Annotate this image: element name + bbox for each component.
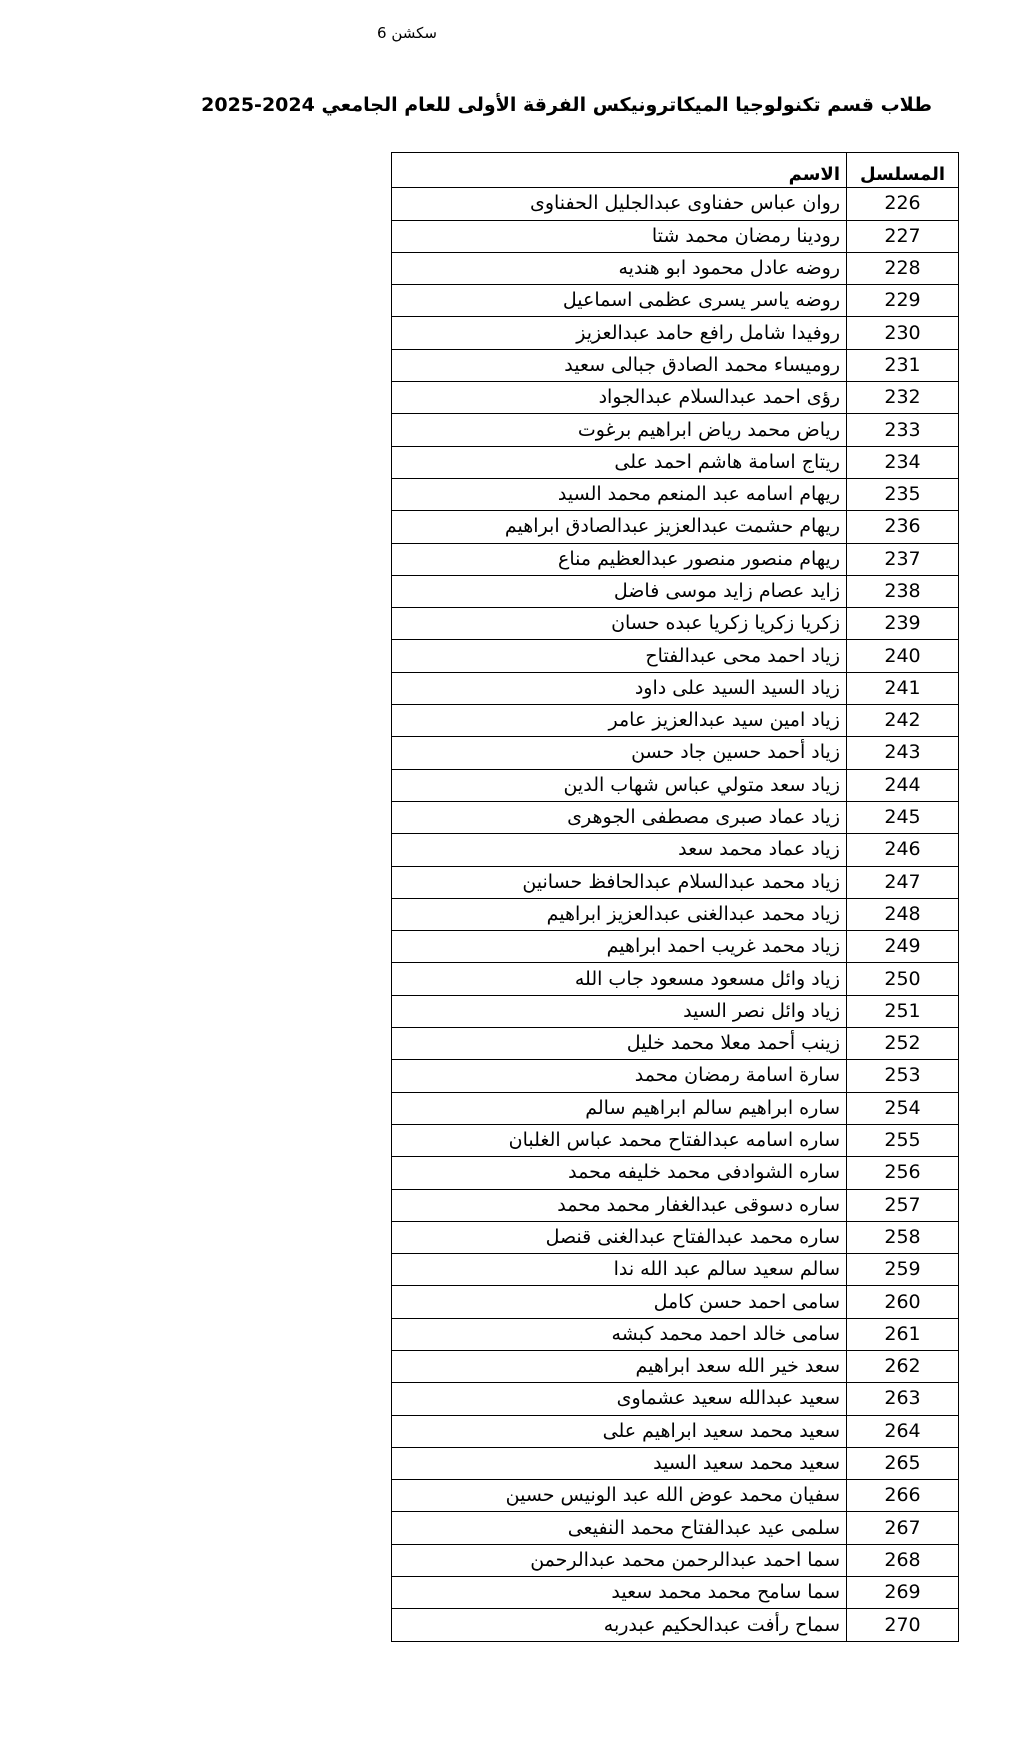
table-row [392, 1512, 959, 1544]
row-name: سعيد محمد سعيد السيد [392, 1447, 847, 1479]
table-row [392, 1318, 959, 1350]
row-name: زياد وائل نصر السيد [392, 995, 847, 1027]
row-serial: 270 [847, 1609, 959, 1641]
row-serial: 260 [847, 1286, 959, 1318]
table-row [392, 543, 959, 575]
table-row [392, 1286, 959, 1318]
table-row [392, 931, 959, 963]
row-serial: 233 [847, 414, 959, 446]
table-row [392, 1350, 959, 1382]
row-serial: 263 [847, 1383, 959, 1415]
row-name: زكريا زكريا زكريا عبده حسان [392, 608, 847, 640]
row-name: سفيان محمد عوض الله عبد الونيس حسين [392, 1480, 847, 1512]
table-row [392, 1060, 959, 1092]
row-name: ريتاج اسامة هاشم احمد على [392, 446, 847, 478]
row-name: زياد عماد محمد سعد [392, 834, 847, 866]
row-name: سعيد عبدالله سعيد عشماوى [392, 1383, 847, 1415]
table-row [392, 446, 959, 478]
row-name: زياد سعد متولي عباس شهاب الدين [392, 769, 847, 801]
row-name: ساره دسوقى عبدالغفار محمد محمد [392, 1189, 847, 1221]
page-title: طلاب قسم تكنولوجيا الميكاترونيكس الفرقة الأولى للعام الجامعي 2024-2025 [201, 94, 932, 116]
table-row [392, 575, 959, 607]
table-row [392, 1189, 959, 1221]
row-serial: 235 [847, 478, 959, 510]
header-serial: المسلسل [847, 153, 959, 188]
table-row [392, 737, 959, 769]
table-row [392, 220, 959, 252]
table-row [392, 769, 959, 801]
table-row [392, 1609, 959, 1641]
row-name: زياد محمد غريب احمد ابراهيم [392, 931, 847, 963]
table-row [392, 382, 959, 414]
row-serial: 253 [847, 1060, 959, 1092]
table-row [392, 898, 959, 930]
row-name: سلمى عيد عبدالفتاح محمد النفيعى [392, 1512, 847, 1544]
row-serial: 226 [847, 188, 959, 220]
table-row [392, 188, 959, 220]
table-row [392, 608, 959, 640]
row-name: ساره محمد عبدالفتاح عبدالغنى قنصل [392, 1221, 847, 1253]
row-name: سالم سعيد سالم عبد الله ندا [392, 1254, 847, 1286]
table-row [392, 285, 959, 317]
table-row [392, 995, 959, 1027]
row-name: زياد السيد السيد على داود [392, 672, 847, 704]
row-serial: 248 [847, 898, 959, 930]
row-serial: 262 [847, 1350, 959, 1382]
row-name: سامى خالد احمد محمد كبشه [392, 1318, 847, 1350]
table-row [392, 801, 959, 833]
row-name: رودينا رمضان محمد شتا [392, 220, 847, 252]
table-row [392, 1092, 959, 1124]
row-serial: 246 [847, 834, 959, 866]
row-name: ريهام حشمت عبدالعزيز عبدالصادق ابراهيم [392, 511, 847, 543]
row-name: روضه عادل محمود ابو هنديه [392, 252, 847, 284]
row-serial: 257 [847, 1189, 959, 1221]
table-row [392, 866, 959, 898]
row-name: سماح رأفت عبدالحكيم عبدربه [392, 1609, 847, 1641]
row-serial: 236 [847, 511, 959, 543]
row-name: روميساء محمد الصادق جبالى سعيد [392, 349, 847, 381]
row-serial: 238 [847, 575, 959, 607]
row-name: زايد عصام زايد موسى فاضل [392, 575, 847, 607]
row-name: سارة اسامة رمضان محمد [392, 1060, 847, 1092]
table-body [392, 188, 959, 1641]
row-serial: 266 [847, 1480, 959, 1512]
row-serial: 258 [847, 1221, 959, 1253]
table-row [392, 1221, 959, 1253]
table-row [392, 478, 959, 510]
table-row [392, 1124, 959, 1156]
section-label: سكشن 6 [377, 24, 437, 42]
row-name: ريهام اسامه عبد المنعم محمد السيد [392, 478, 847, 510]
row-serial: 267 [847, 1512, 959, 1544]
row-serial: 241 [847, 672, 959, 704]
row-name: زينب أحمد معلا محمد خليل [392, 1028, 847, 1060]
table-row [392, 1447, 959, 1479]
row-serial: 252 [847, 1028, 959, 1060]
row-serial: 254 [847, 1092, 959, 1124]
row-serial: 255 [847, 1124, 959, 1156]
table-row [392, 252, 959, 284]
table-header-row [392, 153, 959, 188]
row-name: ريهام منصور منصور عبدالعظيم مناع [392, 543, 847, 575]
row-serial: 244 [847, 769, 959, 801]
row-serial: 264 [847, 1415, 959, 1447]
row-name: زياد امين سيد عبدالعزيز عامر [392, 705, 847, 737]
row-serial: 229 [847, 285, 959, 317]
row-name: زياد محمد عبدالغنى عبدالعزيز ابراهيم [392, 898, 847, 930]
row-serial: 228 [847, 252, 959, 284]
row-serial: 239 [847, 608, 959, 640]
table-row [392, 1415, 959, 1447]
table-row [392, 414, 959, 446]
row-name: سامى احمد حسن كامل [392, 1286, 847, 1318]
row-name: زياد وائل مسعود مسعود جاب الله [392, 963, 847, 995]
row-serial: 237 [847, 543, 959, 575]
row-serial: 265 [847, 1447, 959, 1479]
row-serial: 231 [847, 349, 959, 381]
table-row [392, 1480, 959, 1512]
row-name: سعيد محمد سعيد ابراهيم على [392, 1415, 847, 1447]
row-name: زياد عماد صبرى مصطفى الجوهرى [392, 801, 847, 833]
row-serial: 245 [847, 801, 959, 833]
row-serial: 259 [847, 1254, 959, 1286]
row-name: سما سامح محمد محمد سعيد [392, 1577, 847, 1609]
row-serial: 251 [847, 995, 959, 1027]
row-serial: 268 [847, 1544, 959, 1576]
row-name: سعد خير الله سعد ابراهيم [392, 1350, 847, 1382]
row-serial: 250 [847, 963, 959, 995]
row-serial: 269 [847, 1577, 959, 1609]
row-name: روفيدا شامل رافع حامد عبدالعزيز [392, 317, 847, 349]
row-name: زياد أحمد حسين جاد حسن [392, 737, 847, 769]
row-serial: 227 [847, 220, 959, 252]
row-name: زياد احمد محى عبدالفتاح [392, 640, 847, 672]
row-name: سما احمد عبدالرحمن محمد عبدالرحمن [392, 1544, 847, 1576]
row-serial: 234 [847, 446, 959, 478]
table-row [392, 672, 959, 704]
header-name: الاسم [392, 153, 847, 188]
row-serial: 240 [847, 640, 959, 672]
table-row [392, 963, 959, 995]
row-name: ساره ابراهيم سالم ابراهيم سالم [392, 1092, 847, 1124]
row-name: روان عباس حفناوى عبدالجليل الحفناوى [392, 188, 847, 220]
row-name: رؤى احمد عبدالسلام عبدالجواد [392, 382, 847, 414]
row-serial: 256 [847, 1157, 959, 1189]
row-name: رياض محمد رياض ابراهيم برغوت [392, 414, 847, 446]
row-name: روضه ياسر يسرى عظمى اسماعيل [392, 285, 847, 317]
table-row [392, 834, 959, 866]
table-row [392, 317, 959, 349]
row-serial: 261 [847, 1318, 959, 1350]
row-serial: 243 [847, 737, 959, 769]
row-name: ساره الشوادفى محمد خليفه محمد [392, 1157, 847, 1189]
row-serial: 242 [847, 705, 959, 737]
table-row [392, 1383, 959, 1415]
row-serial: 230 [847, 317, 959, 349]
table-row [392, 349, 959, 381]
row-name: ساره اسامه عبدالفتاح محمد عباس الغلبان [392, 1124, 847, 1156]
row-serial: 232 [847, 382, 959, 414]
row-name: زياد محمد عبدالسلام عبدالحافظ حسانين [392, 866, 847, 898]
table-row [392, 640, 959, 672]
table-row [392, 511, 959, 543]
table-row [392, 1254, 959, 1286]
row-serial: 249 [847, 931, 959, 963]
table-row [392, 705, 959, 737]
table-row [392, 1028, 959, 1060]
student-roster-table [391, 152, 959, 1642]
table-row [392, 1577, 959, 1609]
row-serial: 247 [847, 866, 959, 898]
table-row [392, 1544, 959, 1576]
table-row [392, 1157, 959, 1189]
